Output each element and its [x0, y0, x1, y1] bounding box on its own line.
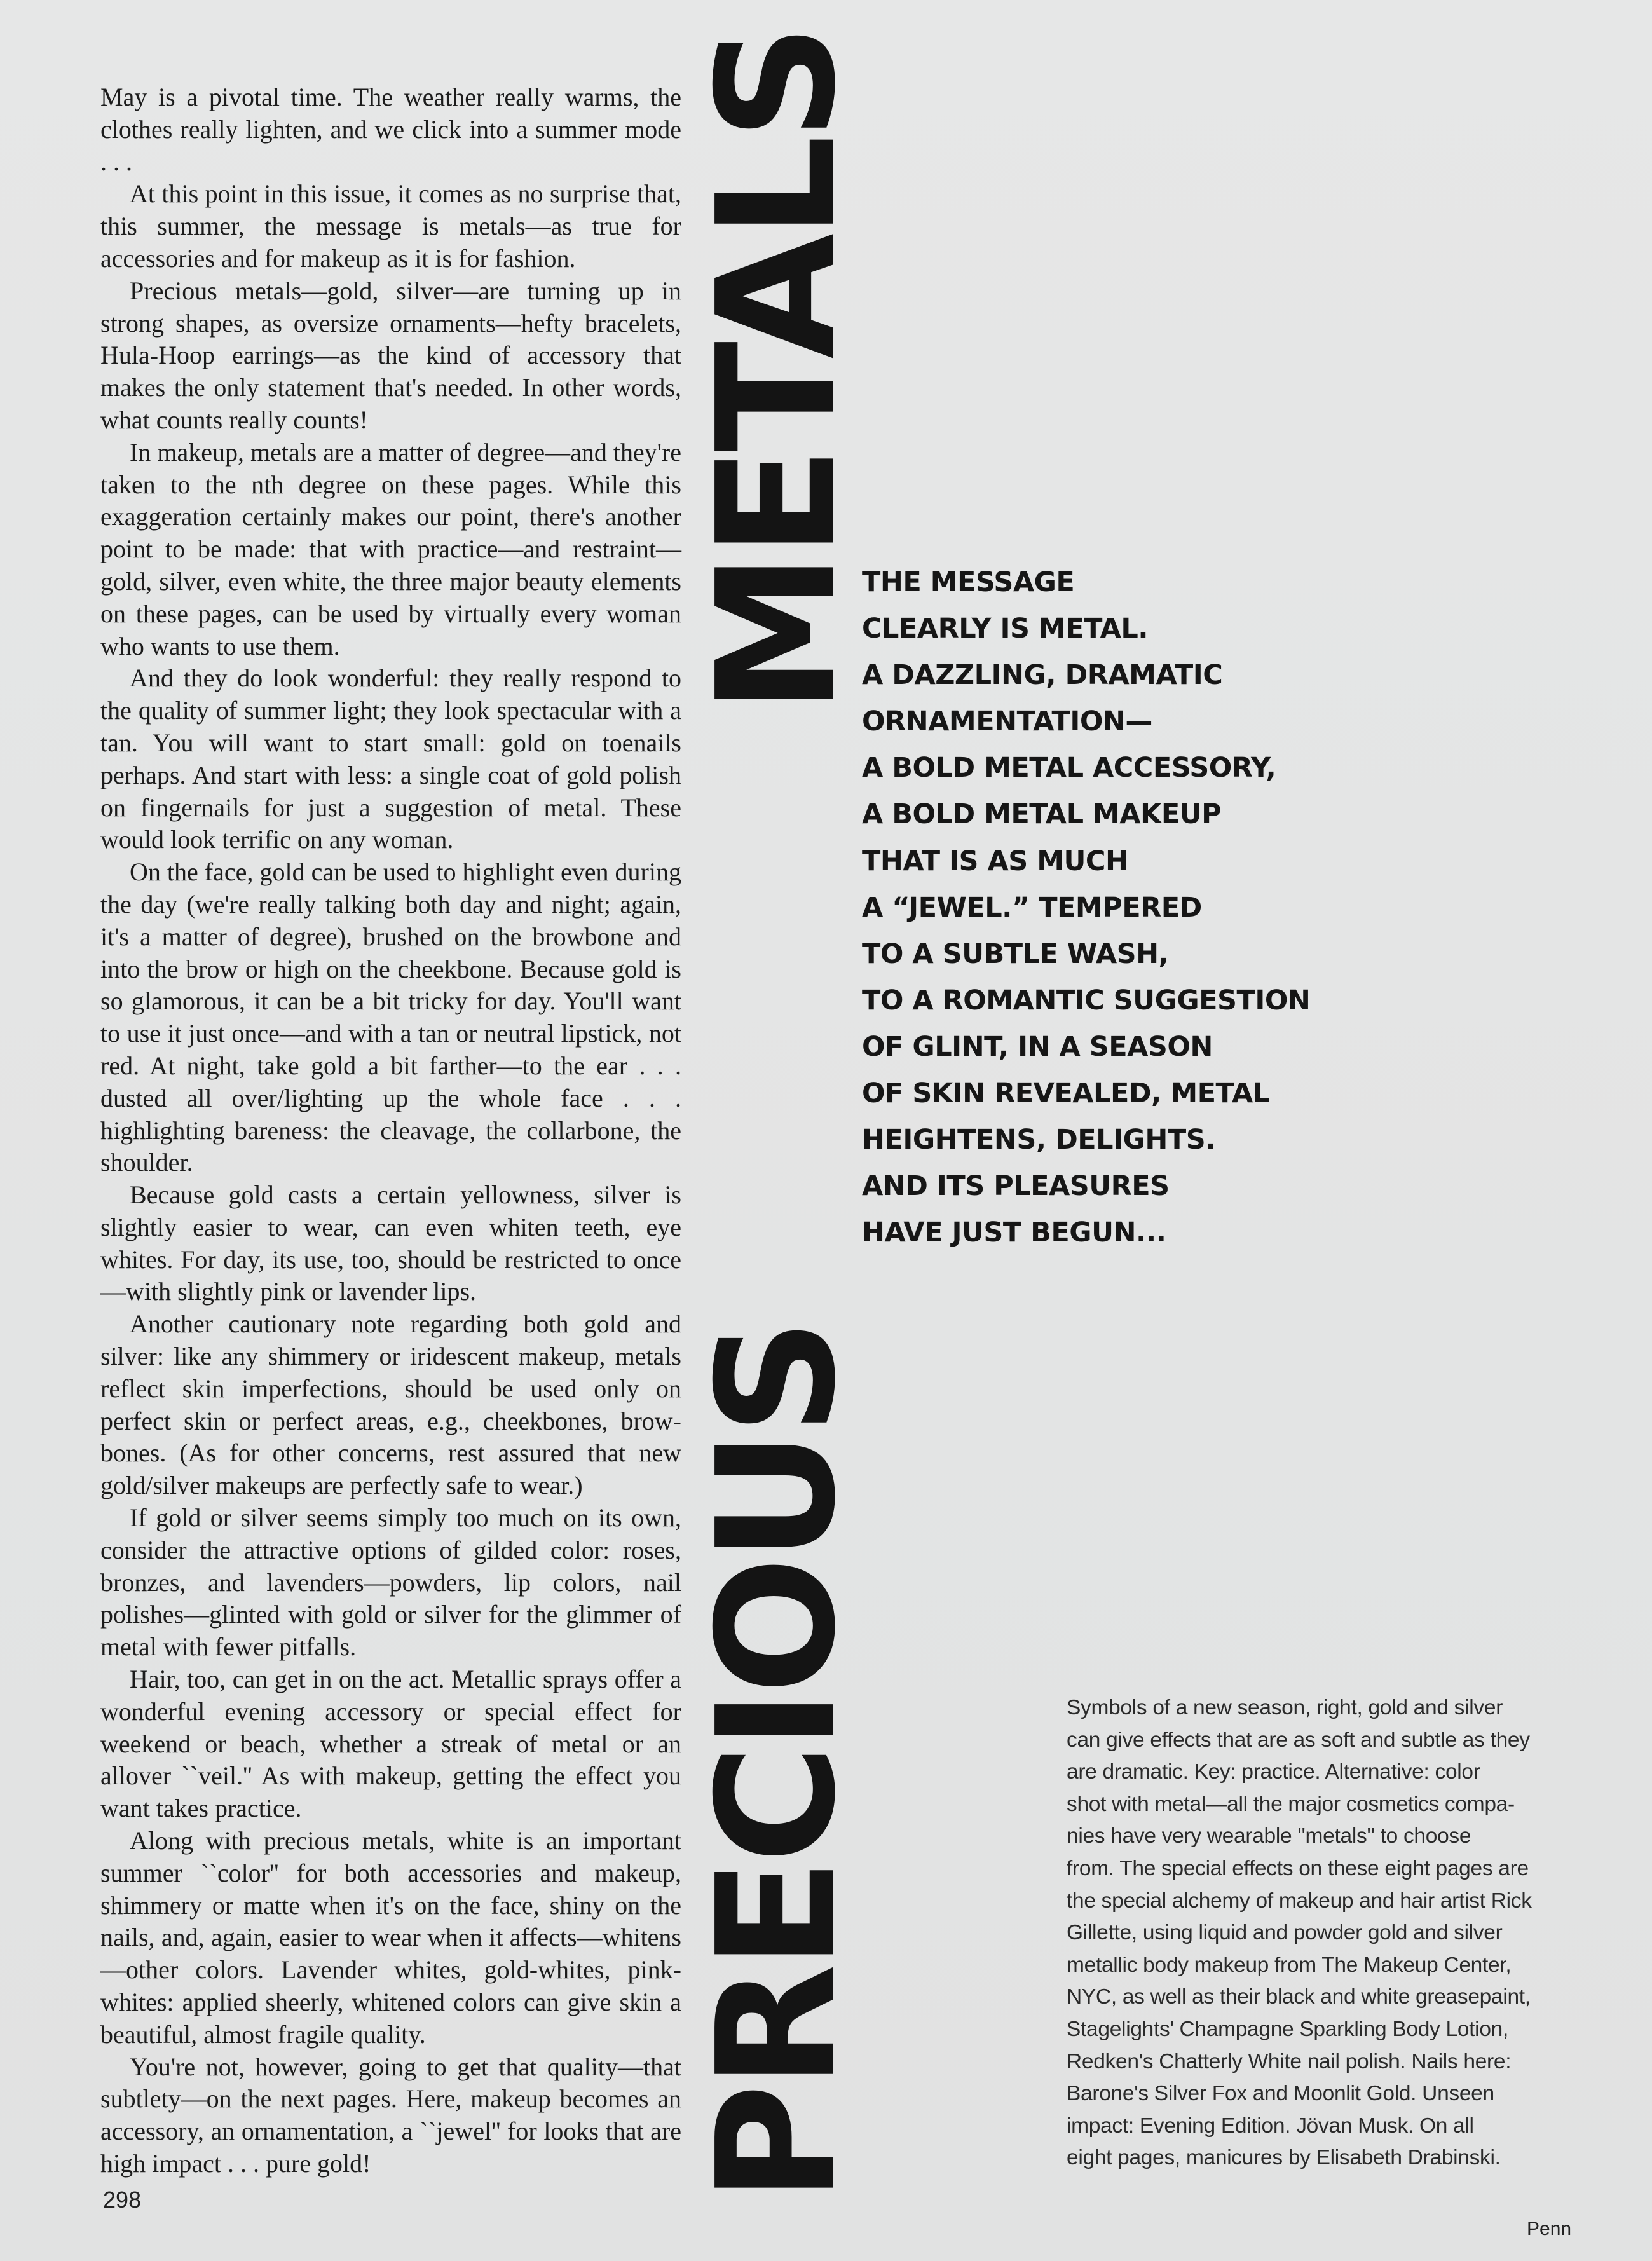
body-paragraph: May is a pivotal time. The weather really warms, the clothes really lighten, and we click into a summer mode . . .	[100, 83, 681, 176]
photo-credit: Penn	[1527, 2218, 1572, 2239]
caption-line: the special alchemy of makeup and hair artist Rick	[1067, 1889, 1532, 1913]
body-paragraph: You're not, however, going to get that quality—that subtlety—on the next pages. Here, makeup becomes an accessory, an ornamentation, a ``jewel'' for looks that are high impact . . . pure gold!	[100, 2052, 681, 2178]
deck-line: A “JEWEL.” TEMPERED	[862, 891, 1202, 924]
caption-line: can give effects that are as soft and subtle as they	[1067, 1728, 1530, 1752]
caption-line: shot with metal—all the major cosmetics compa-	[1067, 1792, 1515, 1816]
caption-line: metallic body makeup from The Makeup Center,	[1067, 1953, 1512, 1977]
deck-line: A BOLD METAL ACCESSORY,	[862, 752, 1276, 784]
deck-line: THE MESSAGE	[862, 566, 1075, 598]
body-paragraph: And they do look wonderful: they really respond to the quality of summer light; they look spectacular with a tan. You will want to start small: gold on toenails perhaps. And start with less: a single coat of gold polish on fingernails for just a suggestion of metal. These would look terrific on any woman.	[100, 664, 681, 854]
deck-line: CLEARLY IS METAL.	[862, 613, 1149, 645]
body-paragraph: At this point in this issue, it comes as no surprise that, this summer, the message is metals—as true for accessories and for makeup as it is for fashion.	[100, 179, 681, 273]
caption-line: eight pages, manicures by Elisabeth Drabinski.	[1067, 2146, 1501, 2170]
caption-line: NYC, as well as their black and white greasepaint,	[1067, 1985, 1531, 2009]
body-column	[100, 81, 681, 2180]
deck-line: HAVE JUST BEGUN...	[862, 1217, 1166, 1249]
caption-line: Symbols of a new season, right, gold and silver	[1067, 1696, 1503, 1719]
caption-line: are dramatic. Key: practice. Alternative: color	[1067, 1760, 1480, 1784]
page-number: 298	[103, 2187, 142, 2213]
body-paragraph: Because gold casts a certain yellowness, silver is slightly easier to wear, can even whiten teeth, eye whites. For day, its use, too, should be restricted to once—with slightly pink or lavender lips.	[100, 1180, 681, 1306]
deck-line: TO A ROMANTIC SUGGESTION	[862, 984, 1311, 1016]
photo-caption	[1067, 1692, 1575, 2175]
deck-line: THAT IS AS MUCH	[862, 845, 1128, 877]
caption-line: Gillette, using liquid and powder gold and silver	[1067, 1921, 1503, 1945]
deck-line: AND ITS PLEASURES	[862, 1170, 1170, 1203]
body-paragraph: If gold or silver seems simply too much on its own, consider the attractive options of gilded color: roses, bronzes, and lavenders—powders, lip colors, nail polishes—glinted with gold or silver for the glimmer of metal with fewer pitfalls.	[100, 1503, 681, 1662]
article-title: PRECIOUS METALS	[683, 29, 871, 2203]
caption-line: nies have very wearable ''metals'' to choose	[1067, 1824, 1471, 1848]
deck-line: A BOLD METAL MAKEUP	[862, 798, 1222, 831]
body-paragraph: Hair, too, can get in on the act. Metallic sprays offer a wonderful evening accessory or special effect for weekend or beach, whether a streak of metal or an allover ``veil.'' As with makeup, getting the effect you want takes practice.	[100, 1665, 681, 1823]
deck-headline	[862, 559, 1498, 1256]
deck-line: OF GLINT, IN A SEASON	[862, 1030, 1213, 1063]
caption-line: Stagelights' Champagne Sparkling Body Lotion,	[1067, 2017, 1508, 2041]
body-paragraph: Precious metals—gold, silver—are turning up in strong shapes, as oversize ornaments—hefty bracelets, Hula-Hoop earrings—as the kind of accessory that makes the only statement that's needed. In other words, what counts really counts!	[100, 276, 681, 434]
deck-line: A DAZZLING, DRAMATIC	[862, 659, 1223, 692]
body-paragraph: In makeup, metals are a matter of degree—and they're taken to the nth degree on these pages. While this exaggeration certainly makes our point, there's another point to be made: that with practice—and restraint—gold, silver, even white, the three major beauty elements on these pages, can be used by virtually every woman who wants to use them.	[100, 437, 681, 660]
body-paragraph: Along with precious metals, white is an important summer ``color'' for both accessories and makeup, shimmery or matte when it's on the face, shiny on the nails, and, again, easier to wear when it affects—whitens—other colors. Lavender whites, gold-whites, pink-whites: applied sheerly, whitened colors can give skin a beautiful, almost fragile quality.	[100, 1826, 681, 2049]
caption-line: from. The special effects on these eight pages are	[1067, 1856, 1529, 1880]
body-paragraph: Another cautionary note regarding both gold and silver: like any shimmery or iridescent makeup, metals reflect skin imperfections, should be used only on perfect skin or perfect areas, e.g., cheekbones, browbones. (As for other concerns, rest assured that new gold/silver makeups are perfectly safe to wear.)	[100, 1309, 681, 1500]
caption-line: impact: Evening Edition. Jövan Musk. On all	[1067, 2114, 1474, 2138]
deck-line: OF SKIN REVEALED, METAL	[862, 1077, 1270, 1110]
deck-line: ORNAMENTATION—	[862, 706, 1152, 738]
body-paragraph: On the face, gold can be used to highlight even during the day (we're really talking both day and night; again, it's a matter of degree), brushed on the browbone and into the brow or high on the cheekbone. Because gold is so glamorous, it can be a bit tricky for day. You'll want to use it just once—and with a tan or neutral lipstick, not red. At night, take gold a bit farther—to the ear . . . dusted all over/lighting up the whole face . . . highlighting bareness: the cleavage, the collarbone, the shoulder.	[100, 857, 681, 1177]
deck-line: TO A SUBTLE WASH,	[862, 938, 1169, 970]
caption-line: Redken's Chatterly White nail polish. Nails here:	[1067, 2049, 1512, 2073]
caption-line: Barone's Silver Fox and Moonlit Gold. Unseen	[1067, 2082, 1494, 2106]
deck-line: HEIGHTENS, DELIGHTS.	[862, 1124, 1215, 1156]
